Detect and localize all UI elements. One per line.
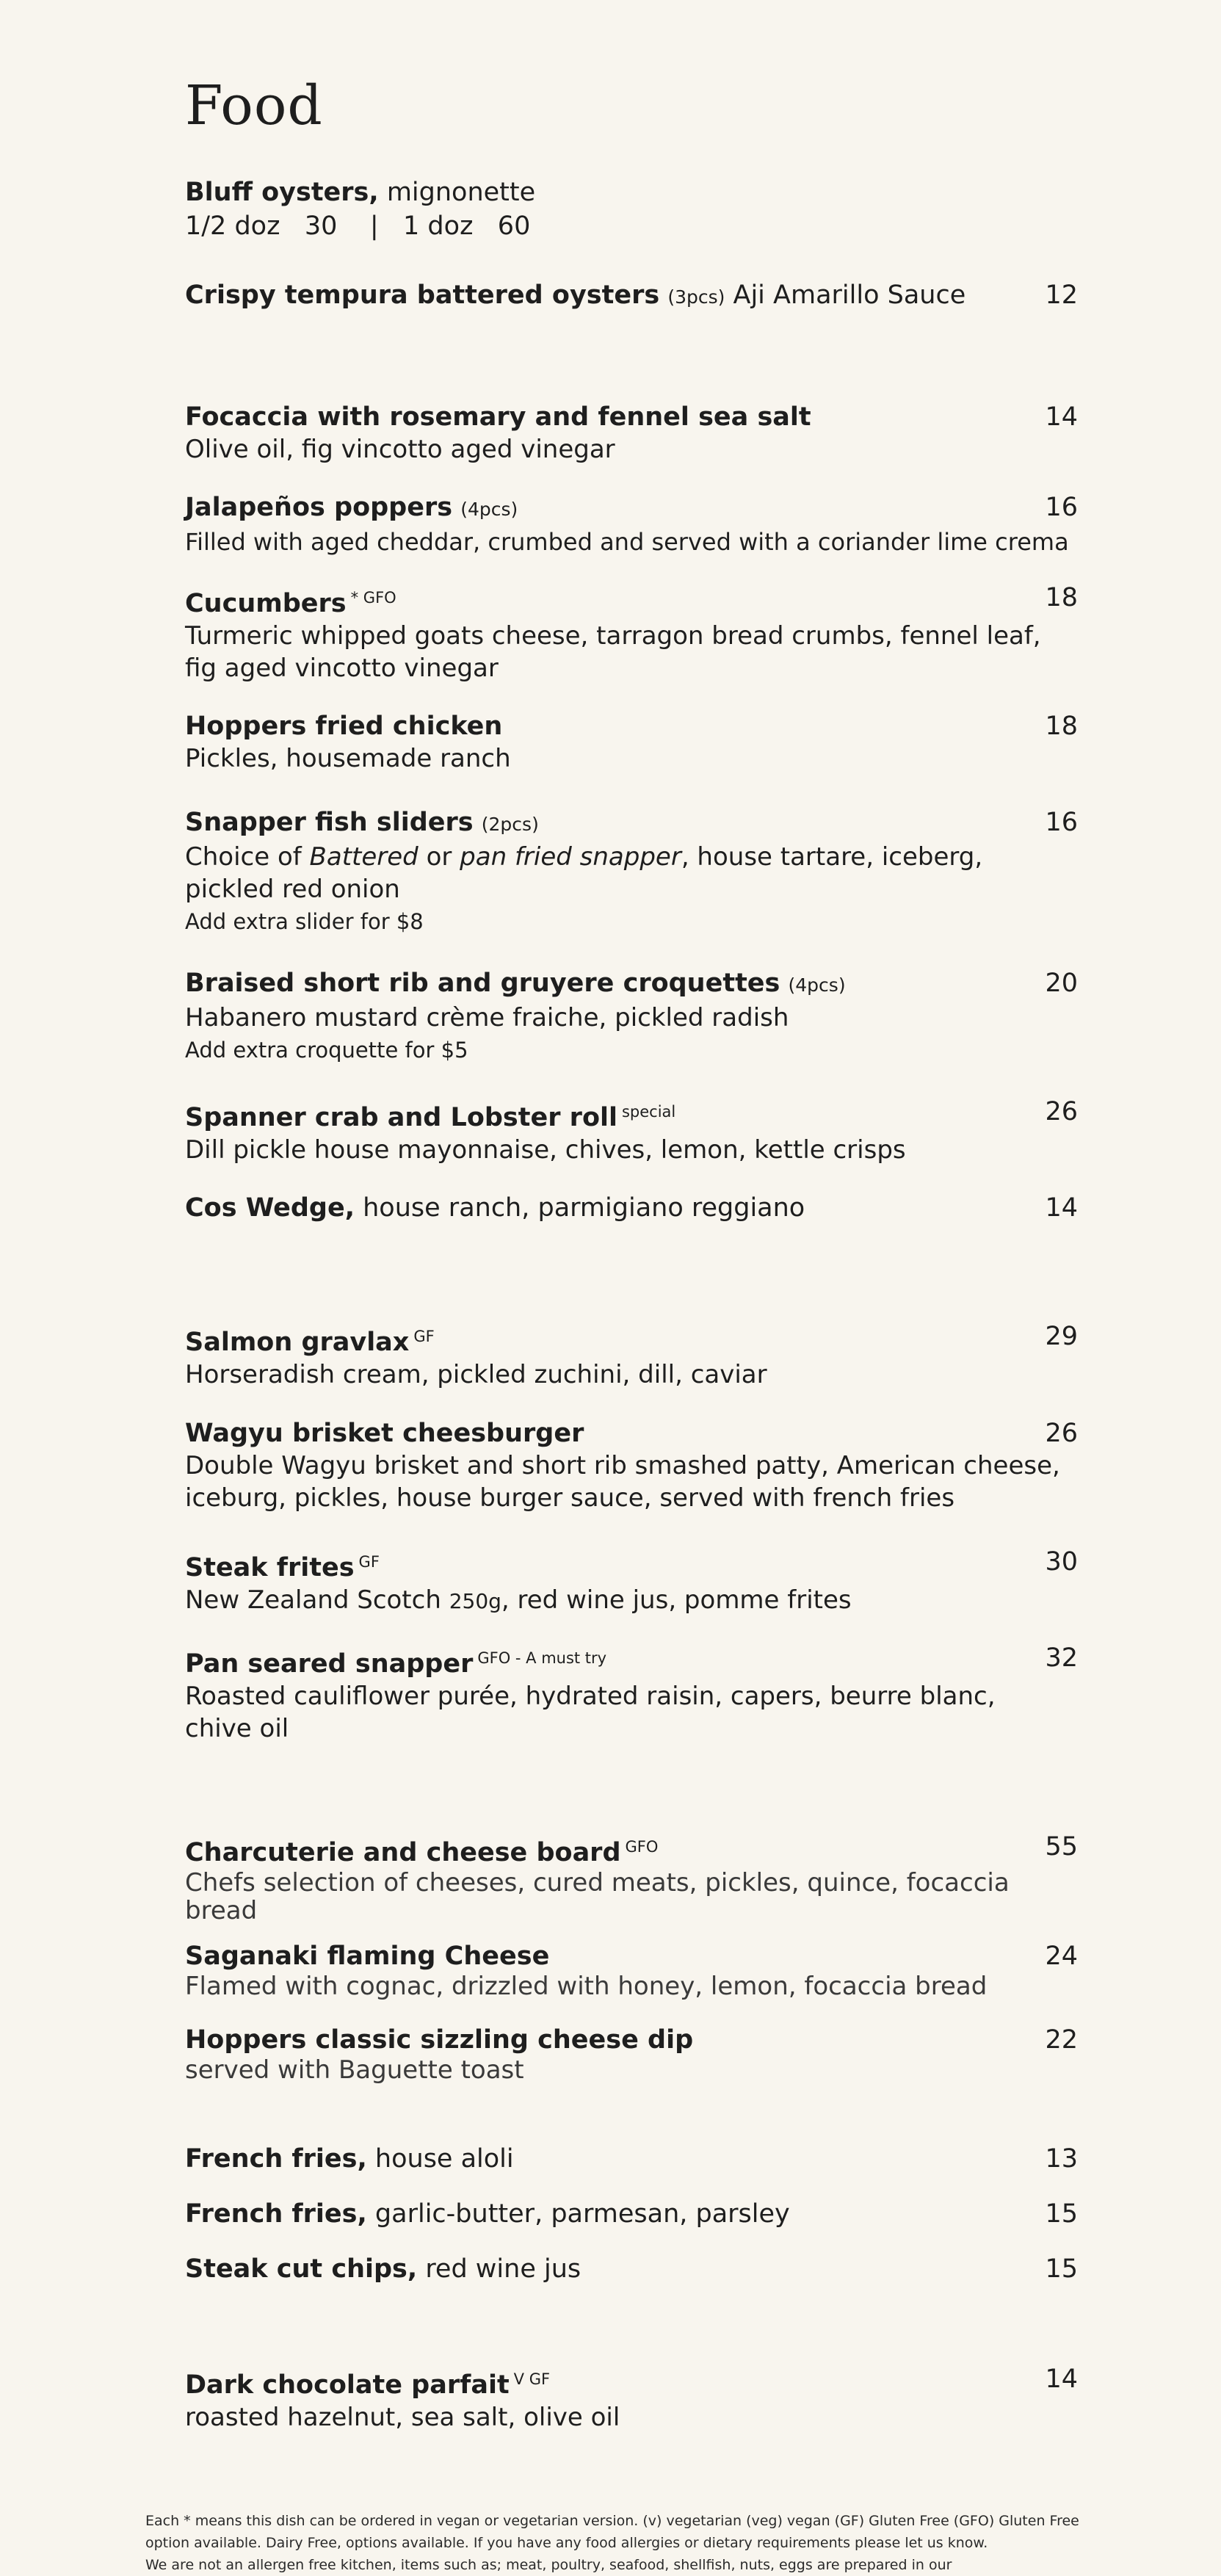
item-description: Flamed with cognac, drizzled with honey, lemon, focaccia bread — [185, 1972, 988, 2001]
page-title: Food — [185, 74, 323, 137]
item-price: 18 — [1045, 583, 1078, 612]
item-price: 29 — [1045, 1322, 1078, 1351]
item-name: French fries, — [185, 2144, 367, 2174]
item-price: 55 — [1045, 1832, 1078, 1862]
footnote-line-2: option available. Dairy Free, options available. If you have any food allergies or dietary requirements please let us know. — [145, 2535, 988, 2551]
dietary-tag: GF — [413, 1328, 435, 1345]
item-description-inline: red wine jus — [417, 2254, 581, 2284]
item-name: Crispy tempura battered oysters — [185, 281, 660, 310]
item-price: 15 — [1045, 2199, 1078, 2229]
footnote-line-1: Each * means this dish can be ordered in vegan or vegetarian version. (v) vegetarian (veg) vegan (GF) Gluten Free (GFO) Gluten Free — [145, 2513, 1079, 2529]
item-price: 15 — [1045, 2254, 1078, 2284]
item-pricing-options: 1/2 doz 30 | 1 doz 60 — [185, 211, 531, 241]
menu-item-bluff-oysters — [185, 176, 1078, 244]
item-name: Pan seared snapper — [185, 1649, 474, 1679]
item-description: roasted hazelnut, sea salt, olive oil — [185, 2403, 620, 2432]
item-description-inline: house aloli — [366, 2144, 514, 2174]
item-price: 30 — [1045, 1547, 1078, 1577]
item-price: 24 — [1045, 1942, 1078, 1971]
menu-item-cos-wedge — [185, 1192, 1078, 1224]
menu-item-pan-seared-snapper — [185, 1642, 1078, 1745]
item-description: Horseradish cream, pickled zuchini, dill, caviar — [185, 1360, 767, 1389]
item-description: Olive oil, fig vincotto aged vinegar — [185, 435, 615, 464]
item-description-inline: mignonette — [378, 178, 536, 207]
menu-item-french-fries-garlic — [185, 2198, 1078, 2230]
item-name: Snapper fish sliders — [185, 808, 474, 837]
item-portion: (3pcs) — [667, 286, 725, 308]
item-portion: (4pcs) — [460, 499, 518, 520]
item-description-inline: garlic-butter, parmesan, parsley — [366, 2199, 790, 2229]
item-portion: (2pcs) — [481, 814, 539, 835]
item-name: Jalapeños poppers — [185, 493, 453, 522]
item-name: Wagyu brisket cheesburger — [185, 1419, 584, 1448]
item-name: Cucumbers — [185, 589, 347, 618]
item-name: Charcuterie and cheese board — [185, 1838, 621, 1867]
item-price: 32 — [1045, 1643, 1078, 1673]
dietary-tag: GF — [358, 1553, 380, 1571]
item-description-line-1: Choice of Battered or pan fried snapper, house tartare, iceberg, — [185, 842, 983, 872]
item-price: 26 — [1045, 1097, 1078, 1126]
item-price: 16 — [1045, 493, 1078, 522]
item-description-line-2: chive oil — [185, 1714, 289, 1743]
item-description-line-1: Double Wagyu brisket and short rib smashed patty, American cheese, — [185, 1451, 1060, 1480]
item-name: French fries, — [185, 2199, 367, 2229]
special-tag: special — [621, 1103, 676, 1121]
item-description-line-1: Chefs selection of cheeses, cured meats, pickles, quince, focaccia — [185, 1868, 1010, 1897]
item-name: Focaccia with rosemary and fennel sea salt — [185, 402, 811, 432]
item-extra-option: Add extra slider for $8 — [185, 909, 424, 934]
menu-item-sizzling-cheese-dip — [185, 2024, 1078, 2084]
item-description-line-2: fig aged vincotto vinegar — [185, 654, 499, 683]
item-price: 18 — [1045, 712, 1078, 741]
menu-item-chocolate-parfait — [185, 2363, 1078, 2434]
menu-item-saganaki — [185, 1940, 1078, 2000]
menu-item-charcuterie-board — [185, 1831, 1078, 1925]
item-name: Dark chocolate parfait — [185, 2370, 510, 2400]
item-description-line-2: iceburg, pickles, house burger sauce, served with french fries — [185, 1483, 955, 1513]
menu-item-cucumbers — [185, 582, 1078, 684]
item-description-line-1: Turmeric whipped goats cheese, tarragon bread crumbs, fennel leaf, — [185, 621, 1041, 651]
item-extra-option: Add extra croquette for $5 — [185, 1038, 468, 1063]
item-description-line-2: bread — [185, 1896, 258, 1925]
item-name: Steak cut chips, — [185, 2254, 418, 2284]
item-name: Cos Wedge, — [185, 1193, 355, 1223]
item-price: 14 — [1045, 2365, 1078, 2394]
item-price: 20 — [1045, 969, 1078, 998]
menu-item-focaccia — [185, 401, 1078, 466]
item-description: Dill pickle house mayonnaise, chives, lemon, kettle crisps — [185, 1135, 906, 1165]
dietary-tag: * GFO — [350, 589, 396, 607]
item-description-inline: Aji Amarillo Sauce — [733, 281, 966, 310]
dietary-footnote — [145, 2510, 1100, 2576]
item-name: Hoppers classic sizzling cheese dip — [185, 2025, 694, 2055]
item-price: 13 — [1045, 2144, 1078, 2174]
menu-item-jalapenos-poppers — [185, 491, 1078, 558]
item-description-line-2: pickled red onion — [185, 875, 400, 904]
menu-item-crispy-tempura-oysters — [185, 279, 1078, 314]
item-description: Filled with aged cheddar, crumbed and served with a coriander lime crema — [185, 528, 1069, 556]
item-description: Habanero mustard crème fraiche, pickled radish — [185, 1003, 789, 1032]
item-description-line-1: Roasted cauliflower purée, hydrated raisin, capers, beurre blanc, — [185, 1682, 996, 1711]
item-portion: (4pcs) — [788, 974, 846, 996]
item-price: 14 — [1045, 402, 1078, 432]
dietary-tag: GFO — [625, 1838, 659, 1856]
menu-item-hoppers-fried-chicken — [185, 710, 1078, 775]
menu-item-steak-frites — [185, 1546, 1078, 1618]
item-name: Saganaki flaming Cheese — [185, 1942, 550, 1971]
item-price: 16 — [1045, 808, 1078, 837]
dietary-tag: GFO - A must try — [477, 1649, 607, 1667]
menu-item-short-rib-croquettes — [185, 967, 1078, 1066]
footnote-line-3: We are not an allergen free kitchen, items such as; meat, poultry, seafood, shellfish, nuts, eggs are prepared in our — [145, 2557, 952, 2573]
item-price: 12 — [1045, 281, 1078, 310]
item-price: 22 — [1045, 2025, 1078, 2055]
menu-item-steak-cut-chips — [185, 2253, 1078, 2285]
item-name: Steak frites — [185, 1553, 355, 1582]
item-description: Pickles, housemade ranch — [185, 744, 511, 773]
menu-item-french-fries-aioli — [185, 2143, 1078, 2175]
item-name: Salmon gravlax — [185, 1328, 410, 1357]
item-name: Bluff oysters, — [185, 178, 379, 207]
item-name: Braised short rib and gruyere croquettes — [185, 969, 780, 998]
item-description: served with Baguette toast — [185, 2055, 524, 2085]
item-name: Hoppers fried chicken — [185, 712, 503, 741]
item-description-inline: house ranch, parmigiano reggiano — [355, 1193, 805, 1223]
menu-item-snapper-fish-sliders — [185, 806, 1078, 938]
menu-item-crab-lobster-roll — [185, 1096, 1078, 1166]
dietary-tag: V GF — [513, 2370, 551, 2388]
menu-item-salmon-gravlax — [185, 1320, 1078, 1391]
item-price: 14 — [1045, 1193, 1078, 1223]
item-price: 26 — [1045, 1419, 1078, 1448]
item-description: New Zealand Scotch 250g, red wine jus, pomme frites — [185, 1585, 852, 1615]
menu-item-wagyu-cheeseburger — [185, 1417, 1078, 1514]
item-name: Spanner crab and Lobster roll — [185, 1103, 617, 1132]
